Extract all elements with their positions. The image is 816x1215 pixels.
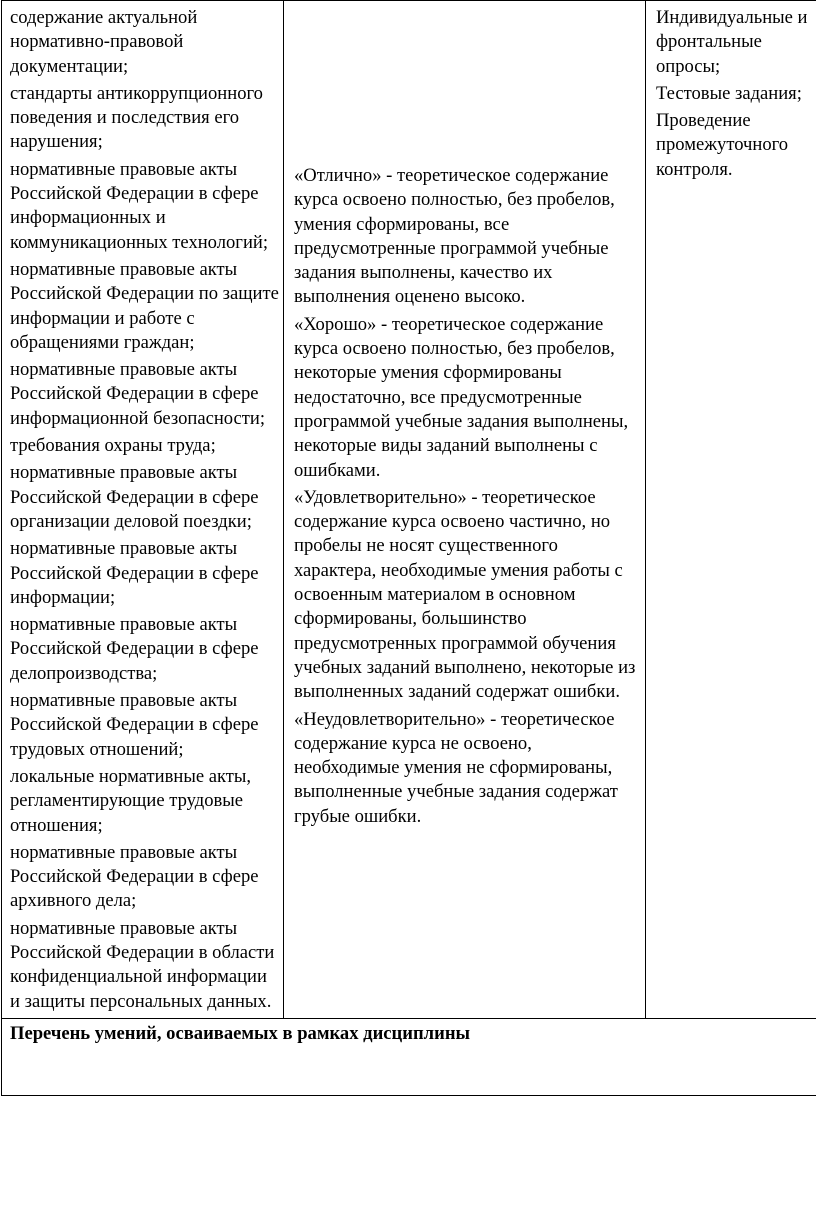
method-item: Тестовые задания;: [656, 82, 802, 104]
knowledge-item: нормативные правовые акты Российской Федерации в сфере информации;: [10, 538, 259, 608]
knowledge-item: нормативные правовые акты Российской Федерации в сфере информационной безопасности;: [10, 359, 266, 429]
section-cell: [2, 1018, 816, 1095]
knowledge-item: локальные нормативные акты, регламентирующие трудовые отношения;: [10, 765, 252, 836]
method-item: Индивидуальные и фронтальные опросы;: [656, 7, 808, 77]
knowledge-item: нормативные правовые акты Российской Федерации в сфере делопроизводства;: [10, 614, 259, 684]
knowledge-item: требования охраны труда;: [10, 435, 216, 457]
knowledge-list: [2, 1, 283, 1018]
knowledge-item: стандарты антикоррупционного поведения и последствия его нарушения;: [10, 82, 263, 153]
knowledge-item: нормативные правовые акты Российской Федерации в сфере архивного дела;: [10, 841, 259, 912]
methods-list: [646, 1, 816, 186]
criteria-cell: [284, 1, 646, 1019]
knowledge-item: нормативные правовые акты Российской Федерации в сфере трудовых отношений;: [10, 690, 259, 760]
knowledge-item: нормативные правовые акты Российской Федерации в сфере организации деловой поездки;: [10, 462, 259, 532]
methods-cell: [646, 1, 816, 1019]
section-heading: Перечень умений, осваиваемых в рамках дисциплины: [10, 1022, 471, 1044]
table-row: [2, 1, 816, 1019]
criteria-item: «Хорошо» - теоретическое содержание курса освоено полностью, без пробелов, некоторые умения сформированы недостаточно, все предусмотренные программой учебные задания выполнены, некоторые виды заданий выполнены с ошибками.: [294, 313, 629, 481]
knowledge-item: нормативные правовые акты Российской Федерации в сфере информационных и коммуникационных технологий;: [10, 158, 269, 253]
criteria-list: [284, 1, 645, 833]
criteria-item: «Отлично» - теоретическое содержание курса освоено полностью, без пробелов, умения сформированы, все предусмотренные программой учебные задания выполнены, качество их выполнения оценено высоко.: [294, 165, 615, 308]
knowledge-item: нормативные правовые акты Российской Федерации по защите информации и работе с обращениями граждан;: [10, 258, 279, 353]
table-row: [2, 1018, 816, 1095]
knowledge-item: содержание актуальной нормативно-правовой документации;: [10, 7, 198, 77]
criteria-item: «Неудовлетворительно» - теоретическое содержание курса не освоено, необходимые умения не сформированы, выполненные учебные задания содержат грубые ошибки.: [294, 708, 618, 827]
knowledge-item: нормативные правовые акты Российской Федерации в области конфиденциальной информации и защиты персональных данных.: [10, 917, 275, 1012]
knowledge-cell: [2, 1, 284, 1019]
method-item: Проведение промежуточного контроля.: [656, 110, 789, 180]
criteria-item: «Удовлетворительно» - теоретическое содержание курса освоено частично, но пробелы не носят существенного характера, необходимые умения работы с освоенным материалом в основном сформированы, большинство предусмотренных программой обучения учебных заданий выполнено, некоторые из выполненных заданий содержат ошибки.: [294, 486, 636, 703]
assessment-table: [1, 0, 816, 1096]
